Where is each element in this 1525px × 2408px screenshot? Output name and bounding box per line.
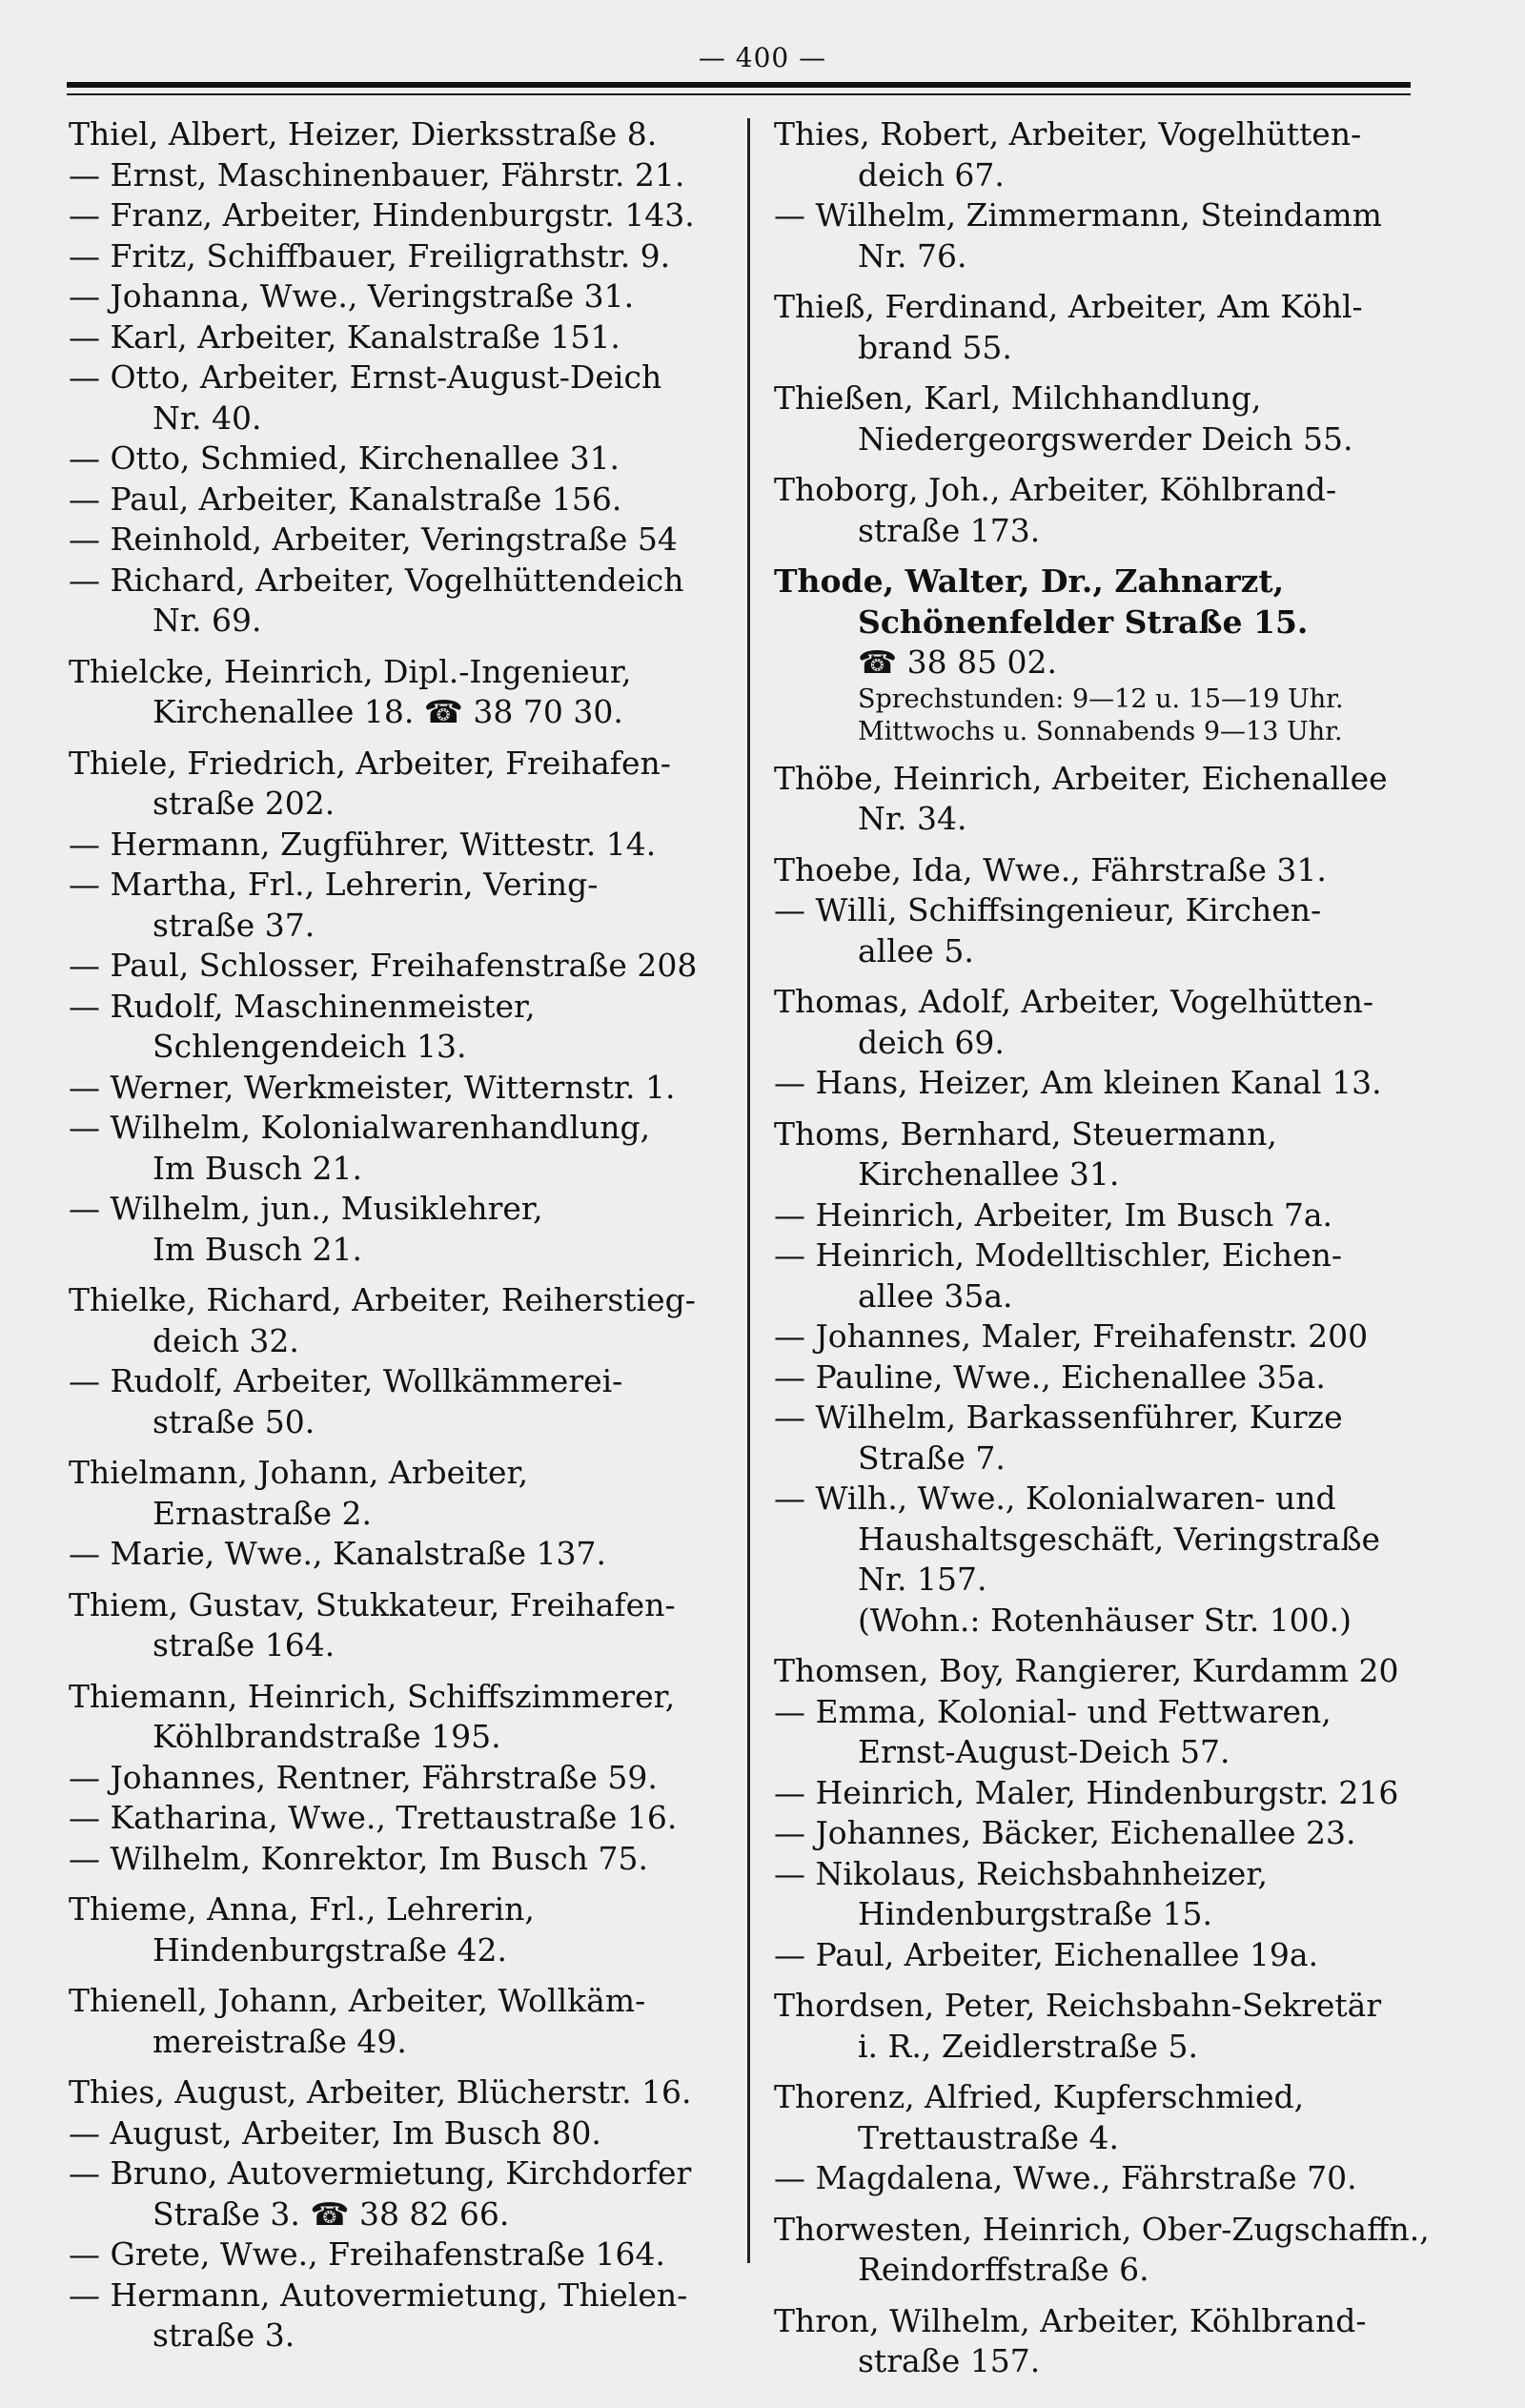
entry-line: Nr. 76. [858, 236, 967, 275]
entry-line: Nr. 34. [858, 800, 967, 837]
entry-line: — Otto, Arbeiter, Ernst-August-Deich [69, 358, 662, 396]
entry-line: — Willi, Schiffsingenieur, Kirchen- [774, 891, 1322, 929]
entry-line: Mittwochs u. Sonnabends 9—13 Uhr. [858, 716, 1343, 746]
entry-line: — Rudolf, Arbeiter, Wollkämmerei- [69, 1362, 623, 1399]
directory-entry [774, 378, 1460, 459]
directory-entry [774, 1114, 1460, 1642]
entry-line: Ernst-August-Deich 57. [858, 1733, 1230, 1770]
directory-entry [69, 1889, 736, 1970]
directory-entry [774, 470, 1460, 551]
entry-line: Thiem, Gustav, Stukkateur, Freihafen- [69, 1585, 676, 1623]
entry-line: ☎ 38 85 02. [858, 643, 1058, 681]
entry-line: Thomsen, Boy, Rangierer, Kurdamm 20 [774, 1652, 1399, 1689]
entry-line: — Johanna, Wwe., Veringstraße 31. [69, 277, 635, 315]
entry-line: — Fritz, Schiffbauer, Freiligrathstr. 9. [69, 236, 671, 275]
left-column [69, 114, 736, 2367]
entry-line: Hindenburgstraße 42. [152, 1930, 507, 1969]
header-rule-thin [67, 93, 1411, 95]
directory-entry [774, 2077, 1460, 2199]
directory-entry [774, 850, 1460, 972]
directory-entry [69, 1453, 736, 1575]
entry-line: — Wilh., Wwe., Kolonialwaren- und [774, 1479, 1336, 1517]
entry-line: straße 202. [152, 785, 336, 822]
directory-entry [69, 652, 736, 733]
header-rule [67, 82, 1411, 88]
entry-line: Thieß, Ferdinand, Arbeiter, Am Köhl- [774, 288, 1363, 325]
entry-line: straße 173. [858, 511, 1041, 549]
entry-line: — Paul, Arbeiter, Eichenallee 19a. [774, 1935, 1319, 1973]
entry-line: — Paul, Schlosser, Freihafenstraße 208 [69, 947, 698, 984]
entry-line: — Bruno, Autovermietung, Kirchdorfer [69, 2154, 692, 2192]
entry-line: — Karl, Arbeiter, Kanalstraße 151. [69, 317, 620, 356]
entry-line: Nr. 157. [858, 1561, 987, 1598]
entry-line: — Nikolaus, Reichsbahnheizer, [774, 1854, 1268, 1892]
page-number: — 400 — [698, 42, 827, 73]
entry-line: straße 37. [152, 906, 315, 944]
entry-line: straße 164. [152, 1626, 336, 1663]
entry-line: Thienell, Johann, Arbeiter, Wollkäm- [69, 1982, 646, 2019]
entry-line: Niedergeorgswerder Deich 55. [858, 419, 1353, 458]
directory-entry [69, 1677, 736, 1880]
entry-line: Ernastraße 2. [152, 1494, 372, 1532]
entry-line: Straße 3. ☎ 38 82 66. [152, 2194, 510, 2233]
entry-line: — Hans, Heizer, Am kleinen Kanal 13. [774, 1064, 1382, 1101]
entry-line: — Wilhelm, Konrektor, Im Busch 75. [69, 1839, 648, 1877]
directory-entry [774, 1986, 1460, 2067]
entry-line: — Otto, Schmied, Kirchenallee 31. [69, 439, 620, 477]
directory-entry [69, 1981, 736, 2062]
entry-line: Schönenfelder Straße 15. [858, 602, 1309, 641]
entry-line: Thieme, Anna, Frl., Lehrerin, [69, 1890, 535, 1928]
entry-line: — Rudolf, Maschinenmeister, [69, 987, 536, 1025]
entry-line: — Wilhelm, jun., Musiklehrer, [69, 1190, 543, 1227]
entry-line: Reindorffstraße 6. [858, 2251, 1149, 2288]
entry-line: allee 35a. [858, 1276, 1013, 1315]
entry-line: deich 67. [858, 155, 1005, 194]
entry-line: — Hermann, Autovermietung, Thielen- [69, 2275, 688, 2314]
entry-line: Schlengendeich 13. [152, 1028, 467, 1065]
entry-line: Thielke, Richard, Arbeiter, Reiherstieg- [69, 1281, 696, 1318]
entry-line: — Heinrich, Maler, Hindenburgstr. 216 [774, 1773, 1399, 1811]
entry-line: mereistraße 49. [152, 2022, 407, 2060]
entry-line: — Richard, Arbeiter, Vogelhüttendeich [69, 561, 684, 599]
directory-entry [774, 2210, 1460, 2291]
entry-line: — Wilhelm, Zimmermann, Steindamm [774, 196, 1382, 234]
entry-line: Thoms, Bernhard, Steuermann, [774, 1114, 1277, 1153]
entry-line: Im Busch 21. [152, 1149, 362, 1187]
entry-line: straße 50. [152, 1402, 315, 1440]
entry-line: Hindenburgstraße 15. [858, 1895, 1212, 1932]
column-divider [747, 118, 750, 2263]
entry-line: Nr. 69. [152, 602, 262, 639]
entry-line: Thöbe, Heinrich, Arbeiter, Eichenallee [774, 759, 1388, 797]
entry-line: Thoebe, Ida, Wwe., Fährstraße 31. [774, 850, 1327, 888]
entry-line: Thomas, Adolf, Arbeiter, Vogelhütten- [774, 983, 1373, 1020]
entry-line: Thiele, Friedrich, Arbeiter, Freihafen- [69, 744, 671, 782]
entry-line: — Marie, Wwe., Kanalstraße 137. [69, 1535, 606, 1572]
entry-line: — Johannes, Rentner, Fährstraße 59. [69, 1758, 658, 1796]
entry-line: Thielcke, Heinrich, Dipl.-Ingenieur, [69, 652, 632, 690]
entry-line: Thiemann, Heinrich, Schiffszimmerer, [69, 1677, 676, 1715]
entry-line: — Martha, Frl., Lehrerin, Vering- [69, 866, 599, 903]
entry-line: — Emma, Kolonial- und Fettwaren, [774, 1692, 1332, 1730]
directory-entry [774, 2301, 1460, 2382]
directory-entry [774, 982, 1460, 1104]
entry-line: Kirchenallee 18. ☎ 38 70 30. [152, 693, 623, 730]
directory-entry [774, 287, 1460, 368]
entry-line: — Ernst, Maschinenbauer, Fährstr. 21. [69, 155, 685, 194]
entry-line: (Wohn.: Rotenhäuser Str. 100.) [858, 1601, 1352, 1639]
entry-line: — Katharina, Wwe., Trettaustraße 16. [69, 1799, 678, 1836]
directory-entry [774, 1651, 1460, 1975]
entry-line: — Paul, Arbeiter, Kanalstraße 156. [69, 480, 622, 518]
entry-line: Thorwesten, Heinrich, Ober-Zugschaffn., [774, 2210, 1430, 2248]
entry-line: Trettaustraße 4. [858, 2118, 1119, 2156]
directory-entry [69, 2072, 736, 2357]
entry-line: Thies, August, Arbeiter, Blücherstr. 16. [69, 2073, 692, 2111]
entry-line: — Werner, Werkmeister, Witternstr. 1. [69, 1068, 676, 1106]
entry-line: — August, Arbeiter, Im Busch 80. [69, 2113, 601, 2152]
entry-line: — Heinrich, Modelltischler, Eichen- [774, 1236, 1343, 1274]
entry-line: brand 55. [858, 328, 1012, 366]
entry-line: Thies, Robert, Arbeiter, Vogelhütten- [774, 115, 1362, 153]
entry-line: Thode, Walter, Dr., Zahnarzt, [774, 562, 1285, 600]
entry-line: Thiel, Albert, Heizer, Dierksstraße 8. [69, 115, 658, 153]
entry-line: Haushaltsgeschäft, Veringstraße [858, 1520, 1381, 1558]
directory-entry [69, 114, 736, 642]
directory-entry [69, 1280, 736, 1442]
entry-line: — Hermann, Zugführer, Wittestr. 14. [69, 825, 657, 863]
entry-line: Kirchenallee 31. [858, 1155, 1120, 1193]
entry-line: Thron, Wilhelm, Arbeiter, Köhlbrand- [774, 2301, 1367, 2339]
entry-line: — Wilhelm, Barkassenführer, Kurze [774, 1398, 1343, 1436]
entry-line: — Johannes, Bäcker, Eichenallee 23. [774, 1814, 1356, 1851]
entry-line: — Wilhelm, Kolonialwarenhandlung, [69, 1109, 651, 1146]
entry-line: Thießen, Karl, Milchhandlung, [774, 379, 1262, 417]
entry-line: Im Busch 21. [152, 1230, 362, 1268]
entry-line: Thorenz, Alfried, Kupferschmied, [774, 2078, 1305, 2115]
entry-line: Nr. 40. [152, 398, 262, 437]
directory-entry [774, 561, 1460, 748]
entry-line: straße 3. [152, 2316, 295, 2354]
entry-line: Köhlbrandstraße 195. [152, 1718, 501, 1755]
entry-line: Thielmann, Johann, Arbeiter, [69, 1454, 529, 1491]
right-column [774, 114, 1460, 2393]
entry-line: — Reinhold, Arbeiter, Veringstraße 54 [69, 520, 678, 558]
entry-line: deich 69. [858, 1023, 1005, 1061]
entry-line: Sprechstunden: 9—12 u. 15—19 Uhr. [858, 684, 1344, 714]
entry-line: — Pauline, Wwe., Eichenallee 35a. [774, 1357, 1326, 1396]
entry-line: Thoborg, Joh., Arbeiter, Köhlbrand- [774, 471, 1337, 508]
entry-line: allee 5. [858, 931, 974, 969]
directory-entry [69, 1585, 736, 1666]
directory-entry [774, 114, 1460, 276]
entry-line: — Heinrich, Arbeiter, Im Busch 7a. [774, 1195, 1333, 1234]
entry-line: Thordsen, Peter, Reichsbahn-Sekretär [774, 1987, 1382, 2024]
entry-line: deich 32. [152, 1321, 299, 1359]
entry-line: i. R., Zeidlerstraße 5. [858, 2027, 1199, 2065]
entry-line: Straße 7. [858, 1439, 1006, 1477]
entry-line: — Grete, Wwe., Freihafenstraße 164. [69, 2235, 665, 2273]
entry-line: straße 157. [858, 2342, 1041, 2379]
entry-line: — Franz, Arbeiter, Hindenburgstr. 143. [69, 196, 695, 234]
entry-line: — Johannes, Maler, Freihafenstr. 200 [774, 1317, 1369, 1355]
directory-entry [69, 744, 736, 1271]
directory-entry [774, 759, 1460, 840]
entry-line: — Magdalena, Wwe., Fährstraße 70. [774, 2159, 1357, 2196]
